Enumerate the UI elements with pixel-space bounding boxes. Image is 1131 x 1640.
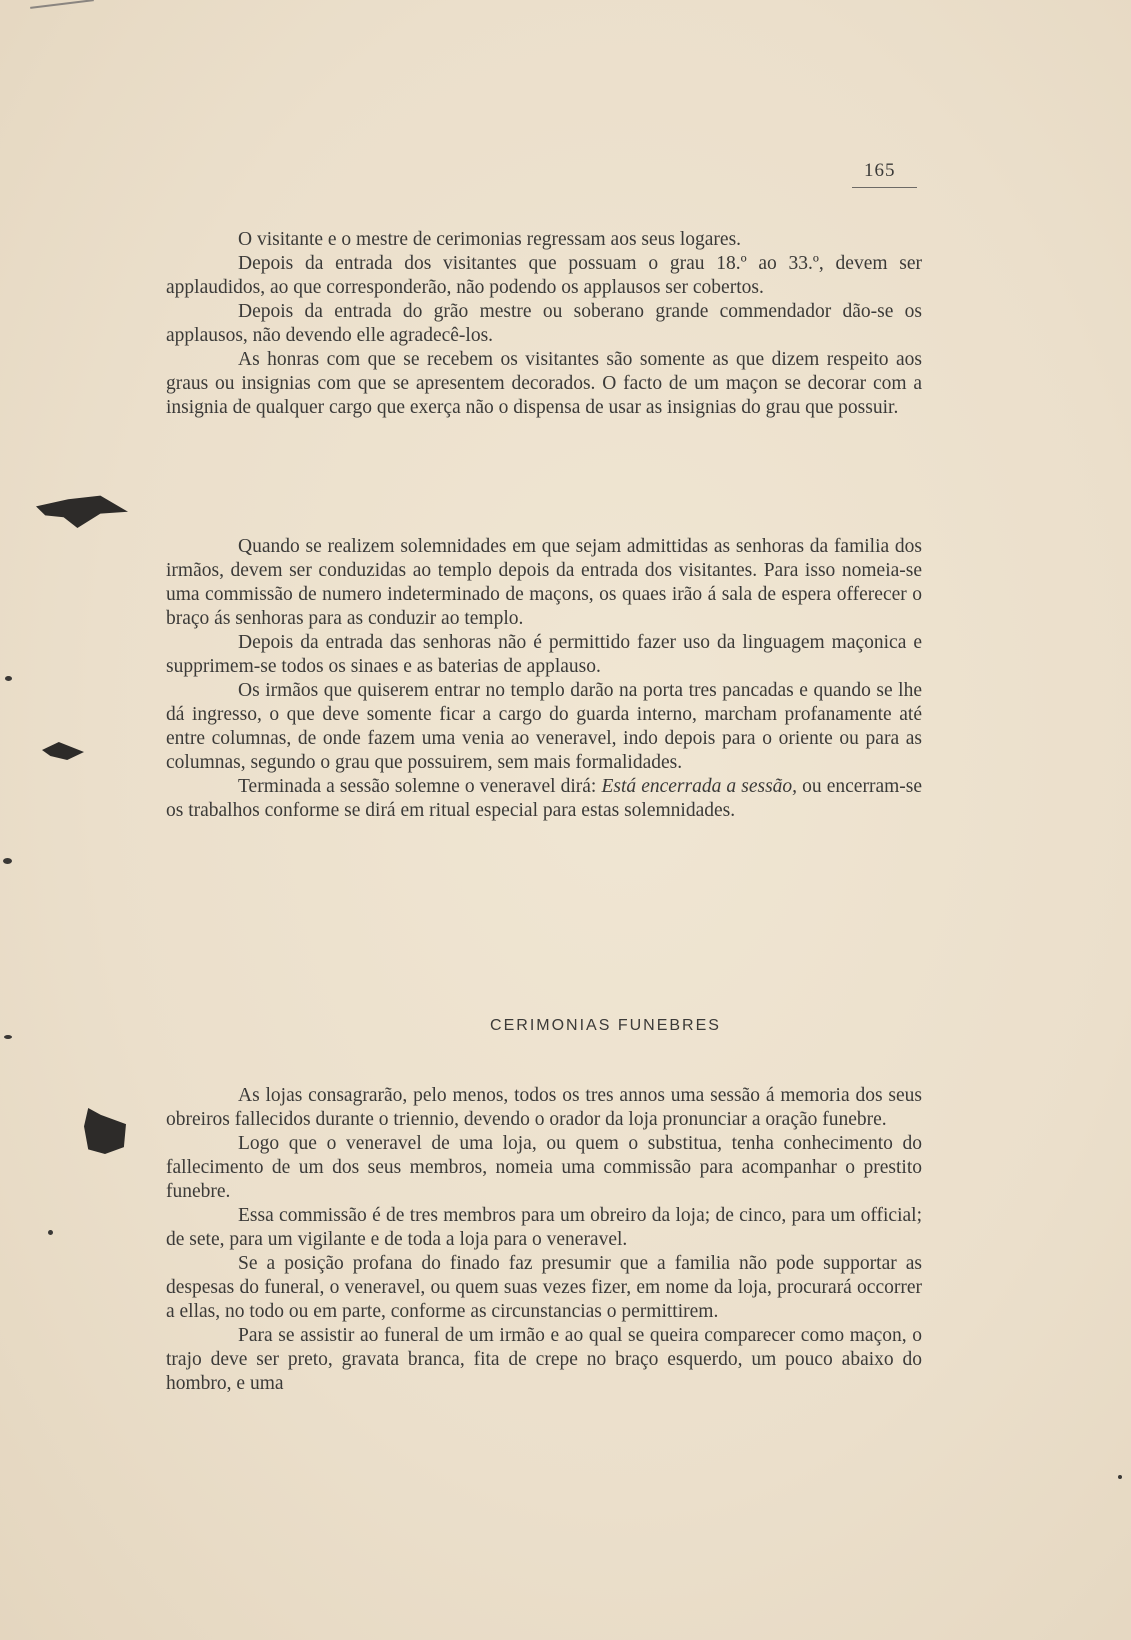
paragraph: Depois da entrada das senhoras não é permittido fazer uso da linguagem maçonica e supprimem-se todos os sinaes e as baterias de applauso. bbox=[166, 632, 922, 677]
closing-text-start: Terminada a sessão solemne o veneravel dirá: bbox=[238, 776, 602, 797]
ink-speck bbox=[3, 858, 12, 864]
binding-hole-mark bbox=[36, 492, 128, 528]
paragraph: Depois da entrada dos visitantes que possuam o grau 18.º ao 33.º, devem ser applaudidos, ao que corresponderão, não podendo os applausos ser cobertos. bbox=[166, 253, 922, 298]
closing-formula: Está encerrada a sessão, bbox=[601, 776, 798, 797]
paragraph: Se a posição profana do finado faz presumir que a familia não pode supportar as despesas do funeral, o veneravel, ou quem suas vezes fizer, em nome da loja, procurará occorrer a ellas, no todo ou em parte, conforme as circunstancias o permittirem. bbox=[166, 1253, 922, 1322]
paragraph-closing bbox=[166, 775, 922, 823]
paragraph: Depois da entrada do grão mestre ou soberano grande commendador dão-se os applausos, não devendo elle agradecê-los. bbox=[166, 301, 922, 346]
paragraph: O visitante e o mestre de cerimonias regressam aos seus logares. bbox=[238, 229, 742, 250]
section-solemnities bbox=[166, 535, 922, 823]
corner-mark bbox=[30, 0, 94, 9]
ink-speck bbox=[5, 676, 12, 681]
binding-hole-mark bbox=[84, 1108, 126, 1154]
section-heading: CERIMONIAS FUNEBRES bbox=[490, 1017, 721, 1034]
ink-speck bbox=[1118, 1475, 1122, 1479]
ink-speck bbox=[48, 1230, 53, 1235]
paragraph: Essa commissão é de tres membros para um obreiro da loja; de cinco, para um official; de sete, para um vigilante e de toda a loja para o veneravel. bbox=[166, 1205, 922, 1250]
section-visitors bbox=[166, 228, 922, 420]
section-funeral-ceremonies bbox=[166, 1084, 922, 1396]
paragraph: As honras com que se recebem os visitantes são somente as que dizem respeito aos graus ou insignias com que se apresentem decorados. O facto de um maçon se decorar com a insignia de qualquer cargo que exerça não o dispensa de usar as insignias do grau que possuir. bbox=[166, 349, 922, 418]
paragraph: Os irmãos que quiserem entrar no templo darão na porta tres pancadas e quando se lhe dá ingresso, o que deve somente ficar a cargo do guarda interno, marcham profanamente até entre columnas, de onde fazem uma venia ao veneravel, indo depois para o oriente ou para as columnas, segundo o grau que possuirem, sem mais formalidades. bbox=[166, 680, 922, 773]
paragraph: Logo que o veneravel de uma loja, ou quem o substitua, tenha conhecimento do fallecimento de um dos seus membros, nomeia uma commissão para acompanhar o prestito funebre. bbox=[166, 1133, 922, 1202]
paragraph: As lojas consagrarão, pelo menos, todos os tres annos uma sessão á memoria dos seus obreiros fallecidos durante o triennio, devendo o orador da loja pronunciar a oração funebre. bbox=[166, 1085, 922, 1130]
paragraph: Para se assistir ao funeral de um irmão e ao qual se queira comparecer como maçon, o trajo deve ser preto, gravata branca, fita de crepe no braço esquerdo, um pouco abaixo do hombro, e uma bbox=[166, 1325, 922, 1394]
paragraph: Quando se realizem solemnidades em que sejam admittidas as senhoras da familia dos irmãos, devem ser conduzidas ao templo depois da entrada dos visitantes. Para isso nomeia-se uma commissão de numero indeterminado de maçons, os quaes irão á sala de espera offerecer o braço ás senhoras para as conduzir ao templo. bbox=[166, 536, 922, 629]
binding-hole-mark bbox=[42, 742, 84, 762]
page-number: 165 bbox=[864, 160, 896, 181]
ink-speck bbox=[4, 1035, 12, 1039]
closing-text-end: ou encerram-se os trabalhos conforme se dirá em ritual especial para estas solemnidades. bbox=[166, 776, 922, 821]
page-number-rule bbox=[852, 187, 917, 188]
